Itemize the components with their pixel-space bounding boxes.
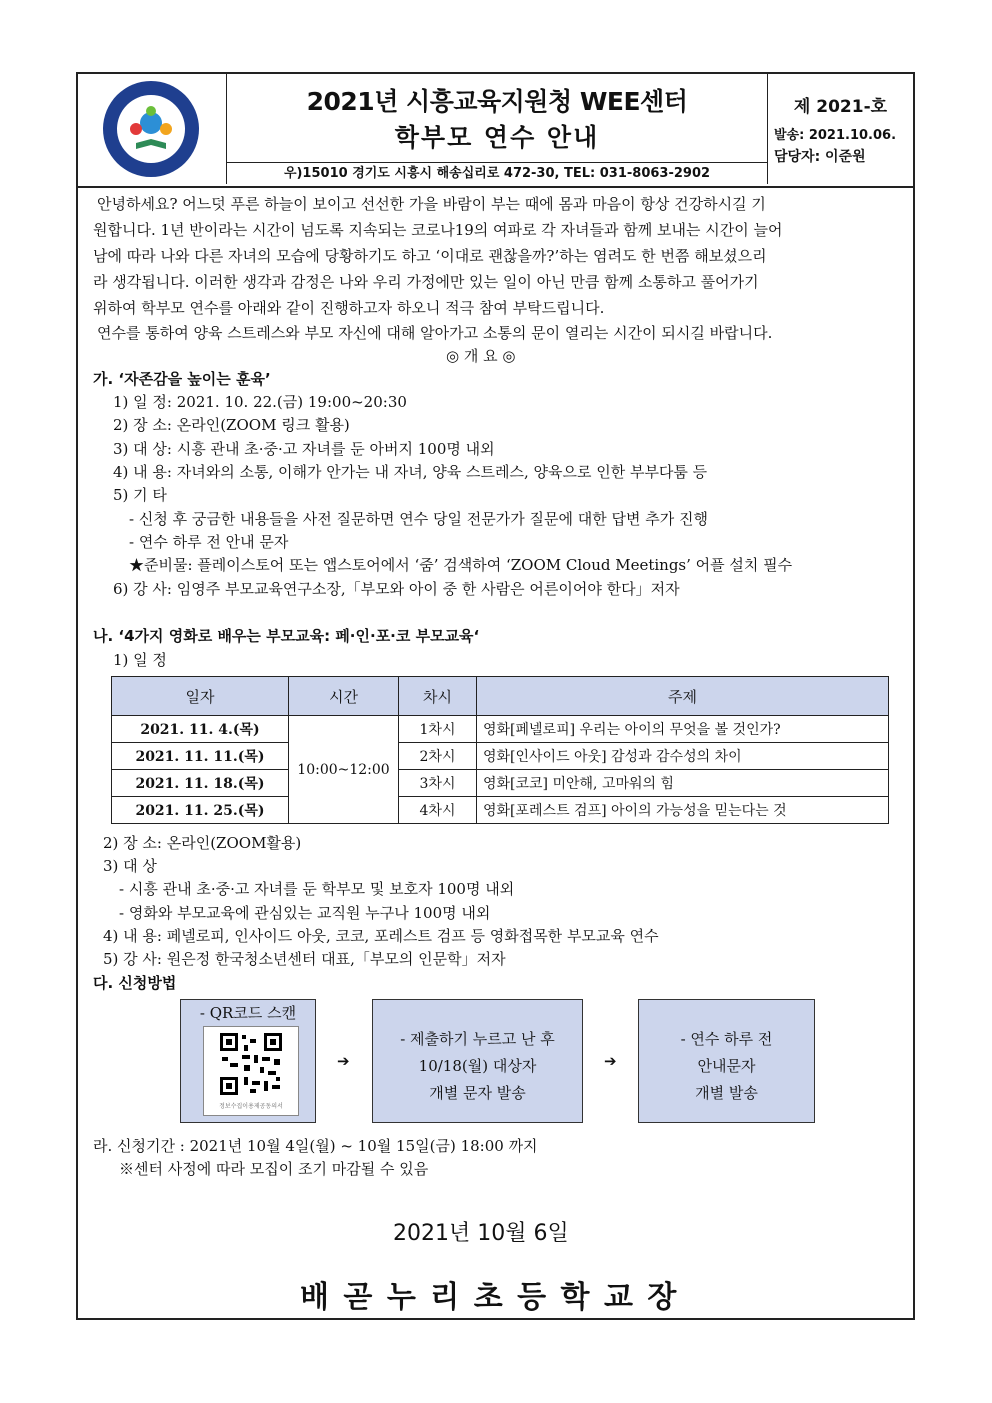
section-b-item: 4) 내 용: 페넬로피, 인사이드 아웃, 코코, 포레스트 검프 등 영화접목한 부모교육 연수 [103,927,659,945]
section-a-item: - 연수 하루 전 안내 문자 [129,533,289,551]
row-date: 2021. 11. 25.(목) [112,797,289,824]
section-a-item: 6) 강 사: 임영주 부모교육연구소장,「부모와 아이 중 한 사람은 어른이어야 한다」저자 [113,580,680,598]
section-b-title: 나. ‘4가지 영화로 배우는 부모교육: 페·인·포·코 부모교육‘ [93,627,480,645]
section-a-item: 4) 내 용: 자녀와의 소통, 이해가 안가는 내 자녀, 양육 스트레스, 양육으로 인한 부부다툼 등 [113,463,708,481]
doc-number: 제 2021-호 [793,97,888,117]
document-title: 2021년 시흥교육지원청 WEE센터 [306,87,688,116]
header-topic: 주제 [477,677,889,716]
step-submit-box [372,999,583,1123]
intro-line: 라 생각됩니다. 이러한 생각과 감정은 나와 우리 가정에만 있는 일이 아닌 만큼 함께 소통하고 풀어가기 [93,273,759,291]
section-a-item: 3) 대 상: 시흥 관내 초·중·고 자녀를 둔 아버지 100명 내외 [113,440,495,458]
table-row [112,797,889,824]
arrow-icon: ➔ [604,1052,617,1070]
sent-date: 발송: 2021.10.06. [774,128,897,143]
row-date: 2021. 11. 4.(목) [112,716,289,743]
row-topic: 영화[페넬로피] 우리는 아이의 무엇을 볼 것인가? [477,716,889,743]
document-subtitle: 학부모 연수 안내 [394,123,600,152]
overview-heading: ◎ 개 요 ◎ [446,347,516,365]
table-row [112,770,889,797]
row-topic: 영화[코코] 미안해, 고마워의 힘 [477,770,889,797]
application-period: 라. 신청기간 : 2021년 10월 4일(월) ~ 10월 15일(금) 18:00 까지 [93,1137,538,1155]
letterhead [78,74,913,188]
intro-line: 원합니다. 1년 반이라는 시간이 넘도록 지속되는 코로나19의 여파로 각 자녀들과 함께 보내는 시간이 늘어 [93,221,783,239]
step-qr-label: - QR코드 스캔 [199,1004,297,1022]
section-b-item: 2) 장 소: 온라인(ZOOM활용) [103,834,302,852]
section-a-item: ★준비물: 플레이스토어 또는 앱스토어에서 ‘줌’ 검색하여 ‘ZOOM Cloud Meetings’ 어플 설치 필수 [129,556,793,574]
step-submit-line: - 제출하기 누르고 난 후 [400,1030,555,1048]
row-session: 2차시 [399,743,477,770]
intro-line: 남에 따라 나와 다른 자녀의 모습에 당황하기도 하고 ‘이대로 괜찮을까?’하는 염려도 한 번쯤 해보셨으리 [93,247,767,265]
section-a-item: 2) 장 소: 온라인(ZOOM 링크 활용) [113,416,350,434]
footer-date: 2021년 10월 6일 [393,1221,569,1246]
section-c-title: 다. 신청방법 [93,974,177,992]
header-time: 시간 [289,677,399,716]
section-b-item: - 시흥 관내 초·중·고 자녀를 둔 학부모 및 보호자 100명 내외 [119,880,515,898]
title-cell [227,74,768,184]
table-row [112,743,889,770]
meta-cell [768,74,913,184]
table-header-row [112,677,889,716]
row-session: 1차시 [399,716,477,743]
step-notice-line: 안내문자 [697,1057,756,1075]
header-date: 일자 [112,677,289,716]
row-time: 10:00~12:00 [289,716,399,824]
step-notice-line: - 연수 하루 전 [680,1030,773,1048]
row-date: 2021. 11. 11.(목) [112,743,289,770]
step-submit-line: 10/18(월) 대상자 [418,1057,537,1075]
row-topic: 영화[인사이드 아웃] 감성과 감수성의 차이 [477,743,889,770]
step-notice-line: 개별 발송 [695,1084,758,1102]
schedule-label: 1) 일 정 [113,651,167,669]
intro-line: 위하여 학부모 연수를 아래와 같이 진행하고자 하오니 적극 참여 부탁드립니다. [93,299,605,317]
schedule-table [111,676,889,824]
school-logo [96,77,206,181]
row-session: 3차시 [399,770,477,797]
section-a-item: - 신청 후 궁금한 내용들을 사전 질문하면 연수 당일 전문가가 질문에 대한 답변 추가 진행 [129,510,708,528]
row-date: 2021. 11. 18.(목) [112,770,289,797]
signature: 배 곧 누 리 초 등 학 교 장 [300,1280,679,1315]
section-b-item: - 영화와 부모교육에 관심있는 교직원 누구나 100명 내외 [119,904,491,922]
arrow-icon: ➔ [337,1052,350,1070]
section-b-item: 3) 대 상 [103,857,157,875]
logo-cell [78,74,227,184]
qr-code-icon [218,1031,284,1097]
manager: 담당자: 이준원 [774,149,866,165]
address-line: 우)15010 경기도 시흥시 해송십리로 472-30, TEL: 031-8063-2902 [227,162,767,184]
qr-code[interactable] [203,1026,299,1116]
section-a-item: 1) 일 정: 2021. 10. 22.(금) 19:00~20:30 [113,393,407,411]
section-a-item: 5) 기 타 [113,486,167,504]
intro-line: 안녕하세요? 어느덧 푸른 하늘이 보이고 선선한 가을 바람이 부는 때에 몸과 마음이 항상 건강하시길 기 [97,195,766,213]
application-note: ※센터 사정에 따라 모집이 조기 마감될 수 있음 [119,1160,429,1178]
intro-line: 연수를 통하여 양육 스트레스와 부모 자신에 대해 알아가고 소통의 문이 열리는 시간이 되시길 바랍니다. [97,324,773,342]
row-topic: 영화[포레스트 검프] 아이의 가능성을 믿는다는 것 [477,797,889,824]
header-session: 차시 [399,677,477,716]
table-row [112,716,889,743]
section-a-title: 가. ‘자존감을 높이는 훈육’ [93,370,271,388]
step-notice-box [638,999,815,1123]
section-b-item: 5) 강 사: 원은정 한국청소년센터 대표,「부모의 인문학」저자 [103,950,506,968]
step-submit-line: 개별 문자 발송 [429,1084,526,1102]
row-session: 4차시 [399,797,477,824]
qr-caption: 정보수집이용제공동의서 [219,1103,283,1110]
step-qr-box [180,999,316,1123]
